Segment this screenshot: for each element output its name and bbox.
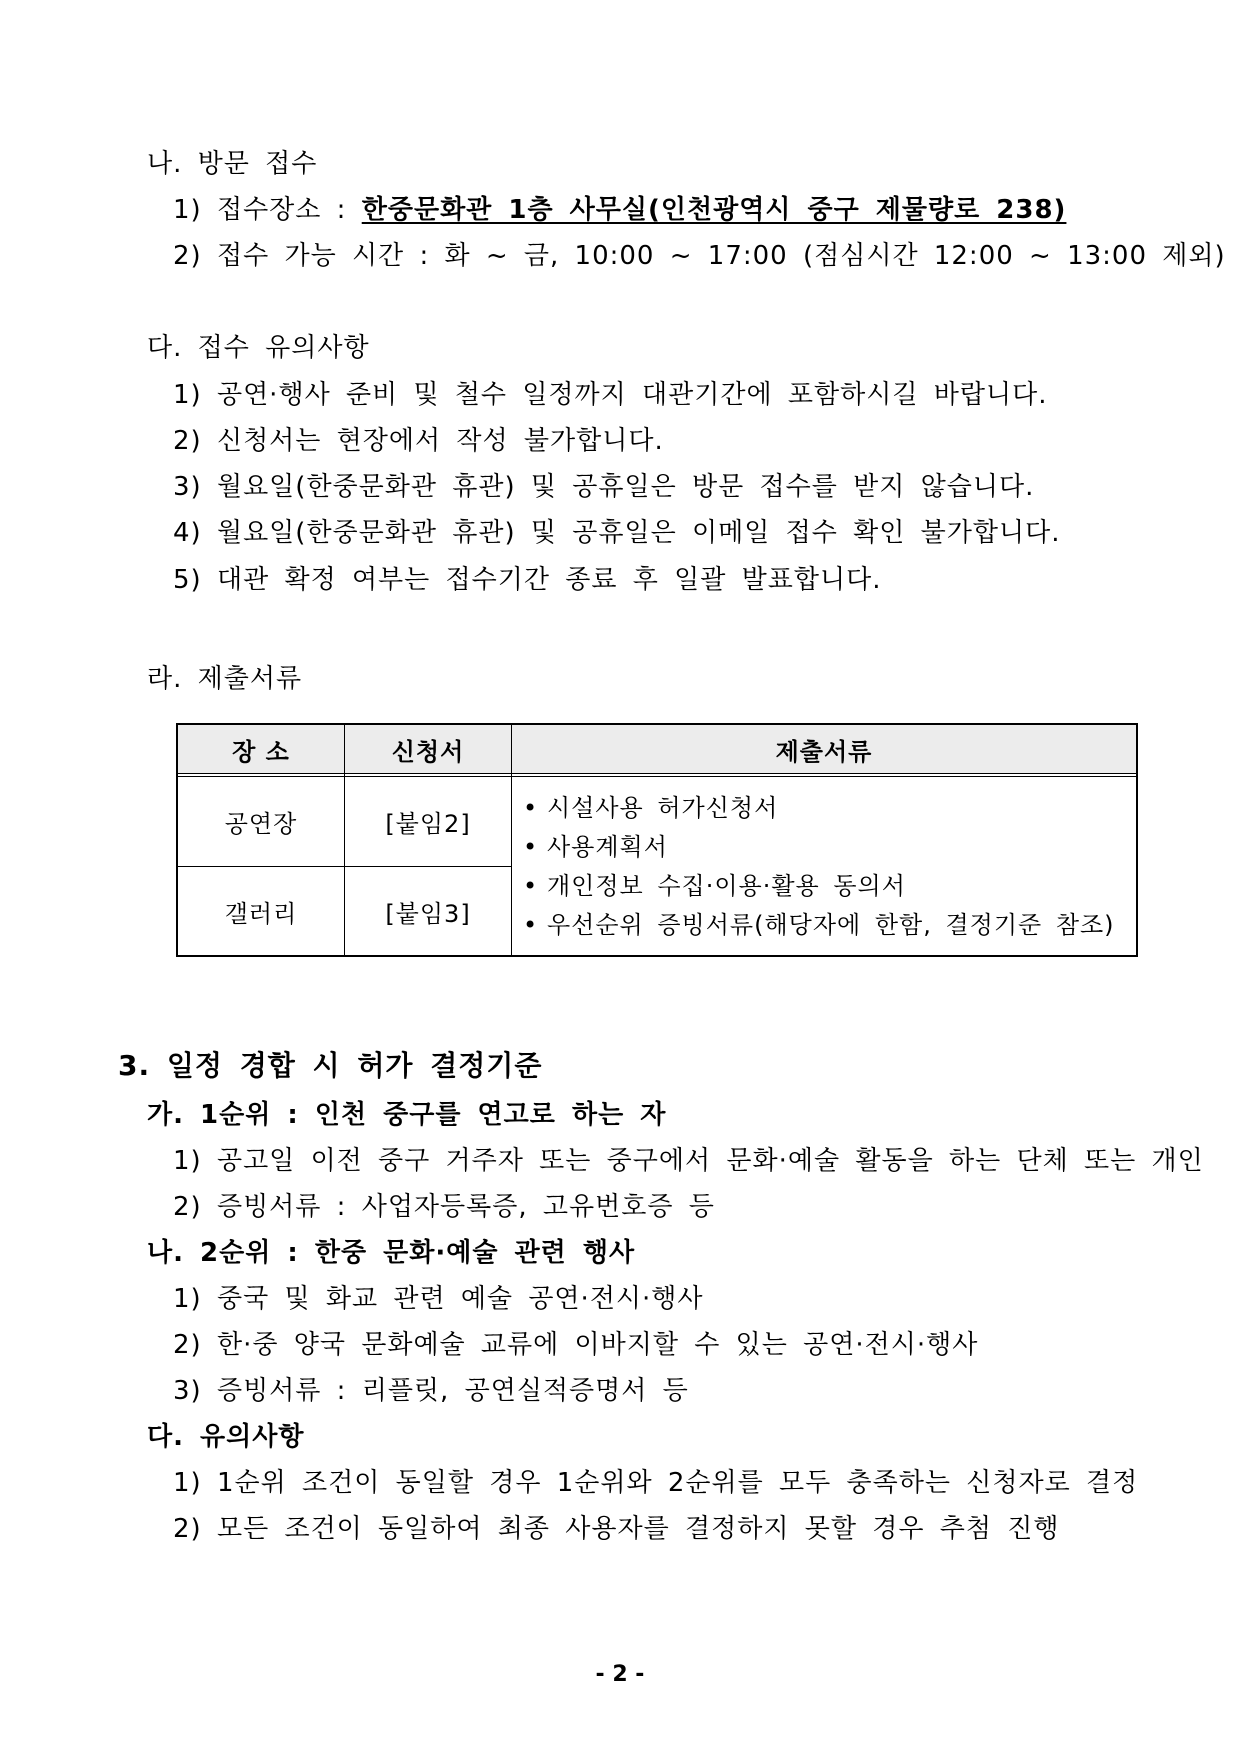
notes-title: 다. 유의사항 [147, 1422, 305, 1452]
notice-item-1: 1) 공연·행사 준비 및 철수 일정까지 대관기간에 포함하시길 바랍니다. [173, 380, 1048, 410]
priority-1-item-2: 2) 증빙서류 : 사업자등록증, 고유번호증 등 [173, 1192, 715, 1222]
notice-item-4: 4) 월요일(한중문화관 휴관) 및 공휴일은 이메일 접수 확인 불가합니다. [173, 518, 1061, 548]
table-cell-place: 공연장 [224, 810, 298, 838]
table-cell-form: [붙임3] [385, 899, 471, 928]
priority-2-item-1: 1) 중국 및 화교 관련 예술 공연·전시·행사 [173, 1284, 704, 1314]
notice-item-2: 2) 신청서는 현장에서 작성 불가합니다. [173, 426, 664, 456]
reception-location-label: 1) 접수장소 : [173, 195, 362, 225]
reception-location-value: 한중문화관 1층 사무실(인천광역시 중구 제물량로 238) [361, 195, 1067, 225]
submission-documents-table [176, 723, 1138, 957]
priority-1-title: 가. 1순위 : 인천 중구를 연고로 하는 자 [147, 1100, 667, 1130]
list-item: • 시설사용 허가신청서 [523, 789, 1136, 828]
section-da-title: 다. 접수 유의사항 [147, 333, 370, 363]
notice-item-5: 5) 대관 확정 여부는 접수기간 종료 후 일괄 발표합니다. [173, 565, 882, 595]
table-cell-place: 갤러리 [224, 899, 298, 928]
notes-item-1: 1) 1순위 조건이 동일할 경우 1순위와 2순위를 모두 충족하는 신청자로 결정 [173, 1468, 1139, 1498]
notice-item-3: 3) 월요일(한중문화관 휴관) 및 공휴일은 방문 접수를 받지 않습니다. [173, 472, 1035, 502]
section-na-title: 나. 방문 접수 [147, 149, 318, 179]
list-item: • 개인정보 수집·이용·활용 동의서 [523, 867, 1136, 906]
reception-hours: 2) 접수 가능 시간 : 화 ~ 금, 10:00 ~ 17:00 (점심시간 12:00 ~ 13:00 제외) [173, 241, 1226, 271]
list-item: • 사용계획서 [523, 828, 1136, 867]
list-item: • 우선순위 증빙서류(해당자에 한함, 결정기준 참조) [523, 906, 1136, 945]
table-header-place: 장 소 [178, 725, 344, 773]
priority-1-item-1: 1) 공고일 이전 중구 거주자 또는 중구에서 문화·예술 활동을 하는 단체 또는 개인 [173, 1146, 1204, 1176]
table-header-form: 신청서 [345, 725, 511, 773]
section-ra-title: 라. 제출서류 [147, 664, 303, 694]
table-header-documents: 제출서류 [512, 725, 1136, 773]
table-cell-form: [붙임2] [385, 810, 471, 838]
notes-item-2: 2) 모든 조건이 동일하여 최종 사용자를 결정하지 못할 경우 추첨 진행 [173, 1514, 1060, 1544]
reception-location-line [173, 193, 1066, 227]
page-number: - 2 - [595, 1662, 645, 1687]
priority-2-item-2: 2) 한·중 양국 문화예술 교류에 이바지할 수 있는 공연·전시·행사 [173, 1330, 979, 1360]
priority-2-title: 나. 2순위 : 한중 문화·예술 관련 행사 [147, 1238, 636, 1268]
priority-2-item-3: 3) 증빙서류 : 리플릿, 공연실적증명서 등 [173, 1376, 689, 1406]
table-header-divider [178, 773, 1136, 774]
section-3-title: 3. 일정 경합 시 허가 결정기준 [118, 1049, 543, 1082]
table-documents-list [511, 777, 1136, 955]
